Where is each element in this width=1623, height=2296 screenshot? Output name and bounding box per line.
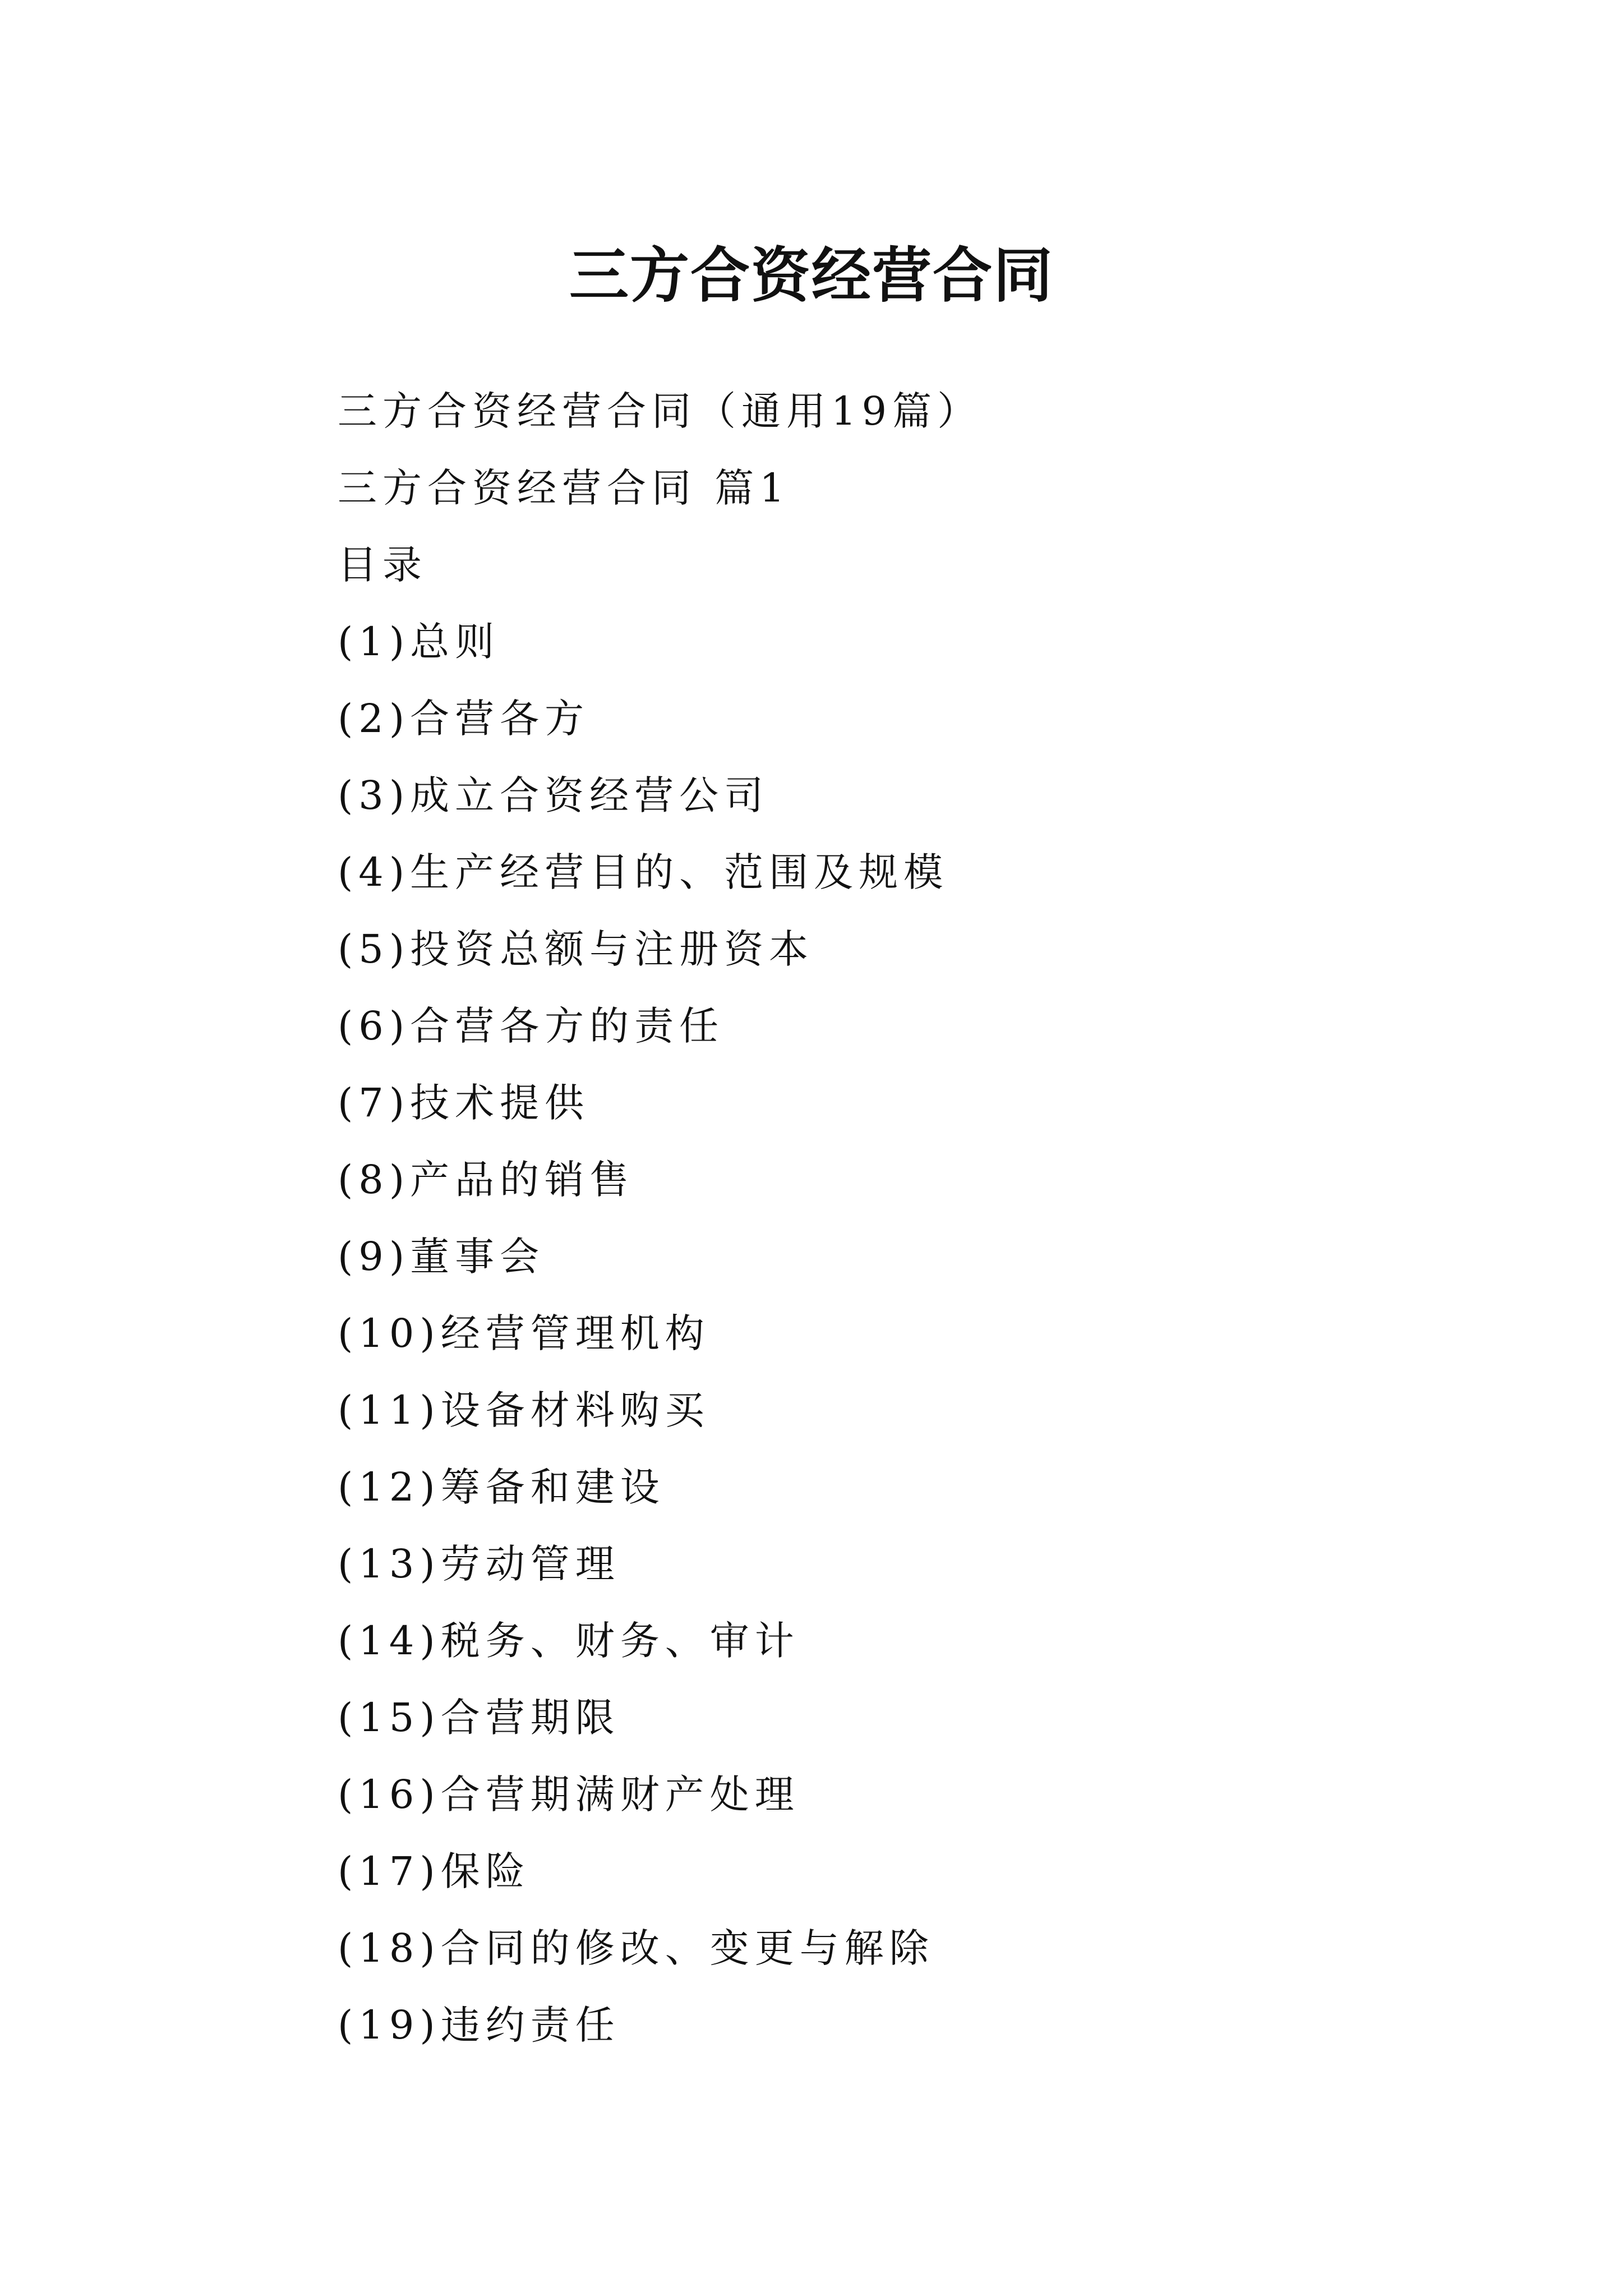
toc-item: (13)劳动管理 xyxy=(338,1541,620,1587)
toc-item: (7)技术提供 xyxy=(338,1080,590,1126)
toc-item: (16)合营期满财产处理 xyxy=(338,1772,800,1818)
toc-heading: 目录 xyxy=(338,542,427,588)
section-heading: 三方合资经营合同 篇1 xyxy=(338,465,790,511)
toc-item: (19)违约责任 xyxy=(338,2002,620,2048)
toc-item: (15)合营期限 xyxy=(338,1695,620,1741)
document-title: 三方合资经营合同 xyxy=(569,240,1054,311)
toc-item: (9)董事会 xyxy=(338,1234,545,1280)
toc-item: (12)筹备和建设 xyxy=(338,1464,665,1510)
toc-item: (2)合营各方 xyxy=(338,696,590,742)
toc-item: (8)产品的销售 xyxy=(338,1157,635,1203)
toc-item: (5)投资总额与注册资本 xyxy=(338,926,814,972)
document-subtitle: 三方合资经营合同（通用19篇） xyxy=(338,388,983,434)
toc-item: (4)生产经营目的、范围及规模 xyxy=(338,849,949,895)
document-body xyxy=(338,373,1515,2064)
toc-item: (11)设备材料购买 xyxy=(338,1387,710,1433)
toc-item: (14)税务、财务、审计 xyxy=(338,1618,800,1664)
table-of-contents xyxy=(338,604,1515,2064)
toc-item: (10)经营管理机构 xyxy=(338,1310,710,1356)
toc-item: (17)保险 xyxy=(338,1848,531,1894)
toc-item: (6)合营各方的责任 xyxy=(338,1003,725,1049)
toc-item: (1)总则 xyxy=(338,619,500,665)
toc-item: (18)合同的修改、变更与解除 xyxy=(338,1925,934,1971)
toc-item: (3)成立合资经营公司 xyxy=(338,772,769,818)
